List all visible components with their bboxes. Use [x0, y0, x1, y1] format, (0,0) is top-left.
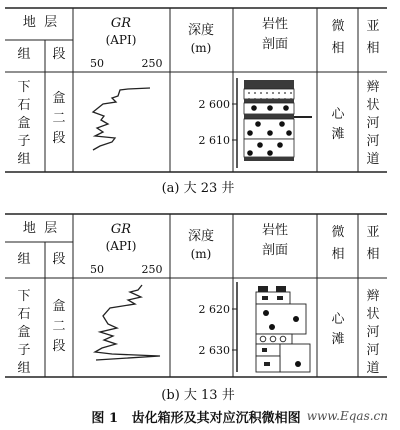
panel-a-subfacies-char: 道 — [366, 152, 380, 167]
panel-b-litho-layer-5 — [280, 344, 310, 372]
panel-a-api-label: (API) — [105, 33, 137, 47]
panel-b-gr-max: 250 — [141, 263, 163, 276]
panel-b-member-text — [52, 299, 65, 354]
panel-a-subfacies-char: 河 — [366, 116, 380, 131]
panel-b-litho-chip — [262, 348, 267, 352]
panel-b-depth-label: 2 630 — [198, 344, 230, 357]
panel-a-stratum-header: 地 层 — [22, 15, 58, 30]
panel-b-litho-pebble — [293, 316, 299, 322]
panel-b-litho-top-bar — [258, 286, 268, 292]
panel-a-litho-band-2 — [244, 114, 294, 119]
panel-a-depth-label: 2 600 — [198, 98, 230, 111]
panel-a-lithology-column — [244, 80, 312, 161]
panel-b-gr-curve — [95, 285, 160, 360]
panel-b-subfacies-char: 状 — [366, 307, 380, 322]
panel-a-member-text — [52, 91, 65, 146]
panel-b-microfacies-char: 心 — [331, 312, 345, 327]
panel-a-litho-dark-top — [244, 80, 294, 89]
panel-b-subfacies-text — [366, 288, 379, 376]
panel-a-subfacies-header-1: 亚 — [366, 19, 380, 34]
panel-a-subfacies-text — [366, 79, 379, 167]
panel-a-member-char: 段 — [52, 131, 66, 146]
panel-a-litho-pebble — [257, 142, 263, 148]
panel-a-litho-pebble — [247, 150, 253, 156]
figure-title: 图 1 齿化箱形及其对应沉积微相图 — [91, 411, 301, 426]
panel-b-litho-gravel — [270, 336, 276, 342]
panel-a-litho-pebble — [255, 121, 261, 127]
panel-b-microfacies-char: 滩 — [331, 332, 345, 347]
panel-b-subfacies-header-2: 相 — [366, 247, 380, 262]
panel-a-subfacies-char: 状 — [366, 98, 380, 113]
panel-a-member-header: 段 — [52, 47, 66, 62]
panel-a-litho-pebble — [277, 142, 283, 148]
panel-a-member-char: 盒 — [52, 91, 66, 106]
panel-b-formation-char: 石 — [17, 307, 31, 322]
panel-b-caption: (b) 大 13 井 — [161, 388, 235, 403]
panel-a-lithology-header-1: 岩性 — [261, 17, 289, 32]
panel-a-microfacies-char: 心 — [331, 107, 345, 122]
panel-b-gr-min: 50 — [90, 263, 104, 276]
panel-a-gr-label: GR — [110, 16, 132, 31]
panel-a-litho-sand-1 — [244, 89, 294, 99]
panel-a-litho-pebble — [251, 105, 257, 111]
panel-a-litho-pebble — [267, 150, 273, 156]
panel-b-formation-char: 组 — [17, 361, 31, 376]
panel-a-subfacies-char: 河 — [366, 134, 380, 149]
panel-a-member-char: 二 — [52, 111, 66, 126]
watermark: www.Eqas.cn — [306, 409, 388, 423]
panel-b — [5, 214, 387, 403]
panel-a-formation-char: 盒 — [17, 116, 31, 131]
panel-a-litho-dark-bottom — [244, 157, 294, 161]
panel-b-depth-unit: (m) — [190, 247, 212, 261]
panel-b-microfacies-header-2: 相 — [331, 247, 345, 262]
panel-b-litho-layer-1 — [256, 292, 290, 304]
panel-b-litho-pebble — [295, 361, 301, 367]
panel-a-litho-pebble — [279, 121, 285, 127]
panel-b-lithology-header-1: 岩性 — [261, 223, 289, 238]
panel-b-member-header: 段 — [52, 252, 66, 267]
panel-b-depth-header: 深度 — [187, 229, 215, 244]
panel-a-litho-pebble — [267, 130, 273, 136]
panel-a-formation-text — [17, 80, 30, 167]
panel-a — [5, 8, 387, 196]
panel-a-formation-char: 组 — [17, 152, 31, 167]
panel-b-member-char: 二 — [52, 319, 66, 334]
panel-b-litho-chip — [264, 362, 270, 366]
panel-a-depth-header: 深度 — [187, 23, 215, 38]
panel-b-gr-label: GR — [110, 222, 132, 237]
panel-a-litho-pebble — [267, 105, 273, 111]
panel-b-api-label: (API) — [105, 239, 137, 253]
panel-b-litho-layer-4 — [256, 344, 280, 356]
panel-a-formation-char: 下 — [17, 80, 31, 95]
panel-b-microfacies-header-1: 微 — [331, 225, 345, 240]
panel-a-litho-pebble — [247, 130, 253, 136]
panel-b-depth-label: 2 620 — [198, 303, 230, 316]
panel-a-gr-min: 50 — [90, 57, 104, 70]
panel-b-litho-pebble — [263, 310, 269, 316]
panel-a-litho-pebble-2 — [244, 119, 294, 139]
panel-a-lithology-header-2: 剖面 — [261, 37, 289, 52]
panel-a-litho-ledge — [294, 116, 312, 118]
panel-b-lithology-header-2: 剖面 — [261, 243, 289, 258]
panel-b-litho-chip — [262, 296, 268, 300]
panel-b-formation-char: 盒 — [17, 325, 31, 340]
panel-a-formation-char: 子 — [17, 134, 31, 149]
panel-a-microfacies-header-1: 微 — [331, 19, 345, 34]
panel-b-formation-header: 组 — [17, 252, 31, 267]
panel-b-subfacies-char: 道 — [366, 361, 380, 376]
panel-b-stratum-header: 地 层 — [22, 221, 58, 236]
panel-a-microfacies-header-2: 相 — [331, 41, 345, 56]
panel-a-litho-band-1 — [244, 99, 294, 103]
panel-b-litho-gravel — [260, 336, 266, 342]
panel-a-subfacies-header-2: 相 — [366, 41, 380, 56]
panel-b-litho-pebble — [269, 324, 275, 330]
panel-b-formation-char: 下 — [17, 289, 31, 304]
panel-b-litho-top-bar — [276, 286, 286, 292]
panel-a-litho-pebble — [286, 130, 292, 136]
panel-a-depth-unit: (m) — [190, 41, 212, 55]
panel-b-member-char: 段 — [52, 339, 66, 354]
panel-a-microfacies-char: 滩 — [331, 127, 345, 142]
panel-a-caption: (a) 大 23 井 — [161, 181, 235, 196]
panel-b-subfacies-char: 辫 — [366, 289, 380, 304]
panel-b-member-char: 盒 — [52, 299, 66, 314]
panel-b-lithology-column — [256, 286, 310, 372]
panel-b-subfacies-char: 河 — [366, 325, 380, 340]
panel-a-depth-label: 2 610 — [198, 134, 230, 147]
panel-b-litho-chip — [277, 296, 283, 300]
panel-b-formation-char: 子 — [17, 343, 31, 358]
panel-a-formation-header: 组 — [17, 47, 31, 62]
panel-b-litho-gravel — [280, 336, 286, 342]
panel-b-subfacies-char: 河 — [366, 343, 380, 358]
panel-a-subfacies-char: 辫 — [366, 80, 380, 95]
panel-b-subfacies-header-1: 亚 — [366, 225, 380, 240]
panel-a-formation-char: 石 — [17, 98, 31, 113]
panel-b-formation-text — [17, 289, 30, 376]
panel-a-gr-curve — [93, 88, 150, 150]
panel-a-gr-max: 250 — [141, 57, 163, 70]
panel-a-litho-pebble — [283, 105, 289, 111]
